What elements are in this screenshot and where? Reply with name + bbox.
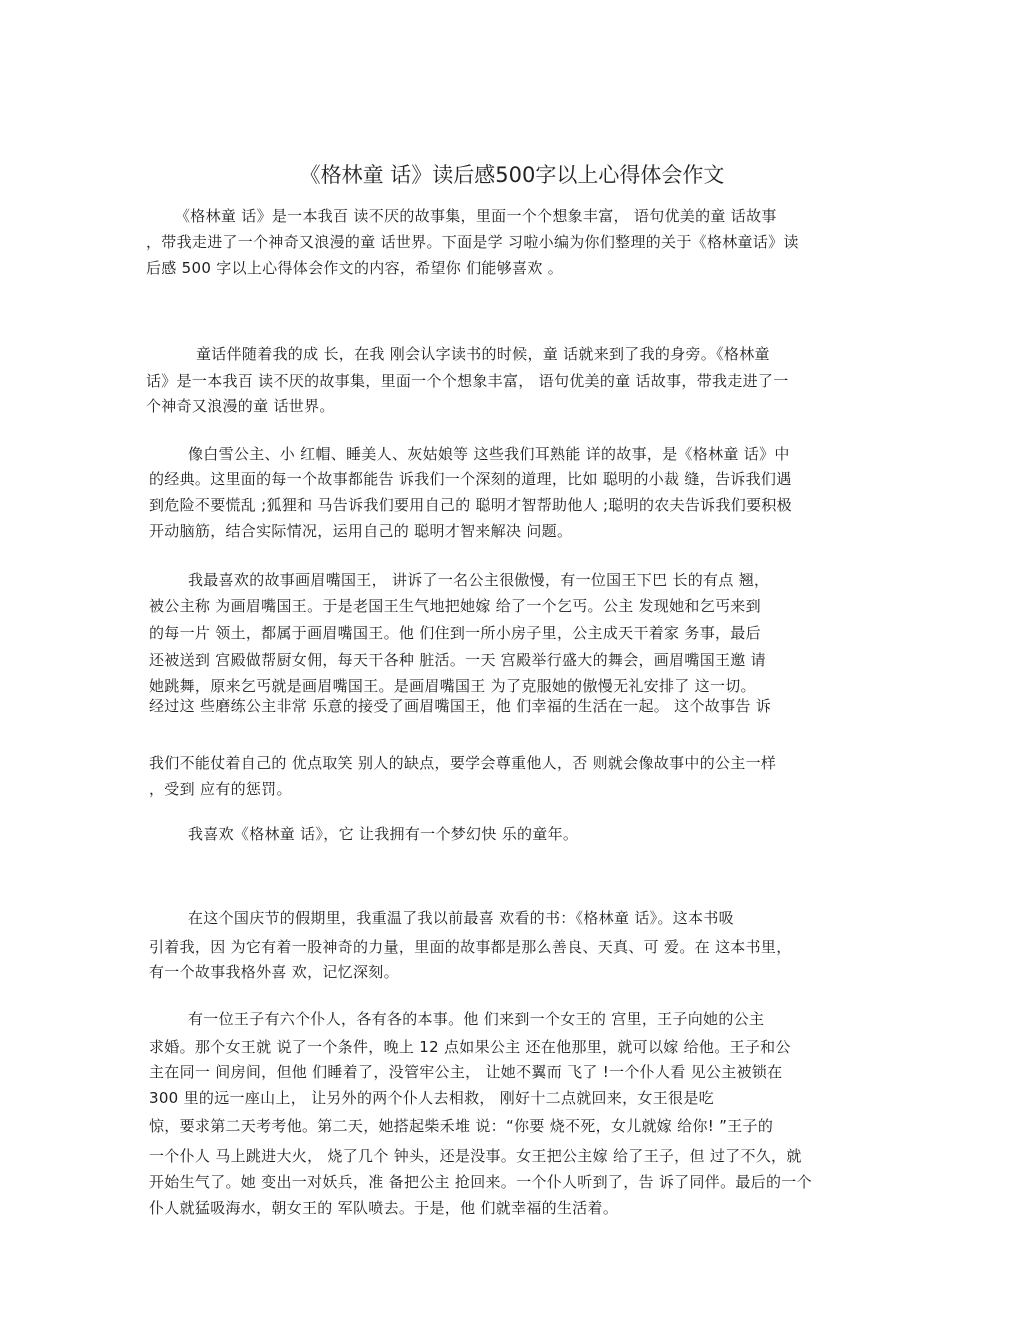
paragraph-line: 300 里的远一座山上， 让另外的两个仆人去相救， 刚好十二点就回来，女王很是吃	[149, 1089, 714, 1107]
paragraph-line: ，受到 应有的惩罚。	[149, 780, 292, 798]
paragraph-line: 求婚。那个女王就 说了一个条件，晚上 12 点如果公主 还在他那里，就可以嫁 给他。王子和公	[149, 1038, 791, 1056]
document-title: 《格林童 话》读后感500字以上心得体会作文	[299, 163, 725, 187]
paragraph-line: 像白雪公主、小 红帽、睡美人、灰姑娘等 这些我们耳熟能 详的故事，是《格林童 话》中	[188, 445, 790, 463]
paragraph-line: 的每一片 领土，都属于画眉嘴国王。他 们住到一所小房子里，公主成天干着家 务事，最后	[149, 624, 761, 642]
paragraph-line: 一个仆人 马上跳进大火， 烧了几个 钟头，还是没事。女王把公主嫁 给了王子，但 过了不久，就	[149, 1147, 802, 1165]
paragraph-line: 话》是一本我百 读不厌的故事集，里面一个个想象丰富， 语句优美的童 话故事，带我走进了一	[146, 372, 789, 390]
paragraph-line: 经过这 些磨练公主非常 乐意的接受了画眉嘴国王，他 们幸福的生活在一起。 这个故事告 诉	[149, 697, 772, 715]
intro-line: 后感 500 字以上心得体会作文的内容，希望你 们能够喜欢 。	[146, 259, 564, 277]
paragraph-line: 在这个国庆节的假期里，我重温了我以前最喜 欢看的书：《格林童 话》。这本书吸	[188, 909, 734, 927]
paragraph-line: 开动脑筋，结合实际情况，运用自己的 聪明才智来解决 问题。	[149, 522, 573, 540]
paragraph-line: 童话伴随着我的成 长，在我 刚会认字读书的时候，童 话就来到了我的身旁。《格林童	[196, 345, 770, 363]
paragraph-line: 被公主称 为画眉嘴国王。于是老国王生气地把她嫁 给了一个乞丐。公主 发现她和乞丐来到	[149, 597, 761, 615]
paragraph-line: 还被送到 宫殿做帮厨女佣，每天干各种 脏活。一天 宫殿举行盛大的舞会，画眉嘴国王邀 请	[149, 651, 766, 669]
paragraph-line: 引着我，因 为它有着一股神奇的力量，里面的故事都是那么善良、天真、可 爱。在 这本书里，	[149, 938, 792, 956]
paragraph-line: 我喜欢《格林童 话》，它 让我拥有一个梦幻快 乐的童年。	[188, 825, 579, 843]
paragraph-line: 我最喜欢的故事画眉嘴国王， 讲诉了一名公主很傲慢，有一位国王下巴 长的有点 翘，	[188, 571, 770, 589]
intro-line: 《格林童 话》是一本我百 读不厌的故事集，里面一个个想象丰富， 语句优美的童 话故事	[175, 207, 777, 225]
paragraph-line: 有一位王子有六个仆人，各有各的本事。他 们来到一个女王的 宫里，王子向她的公主	[188, 1010, 765, 1028]
paragraph-line: 惊，要求第二天考考他。第二天，她搭起柴禾堆 说：“你要 烧不死，女儿就嫁 给你! ”王子的	[149, 1117, 774, 1135]
paragraph-line: 个神奇又浪漫的童 话世界。	[146, 397, 335, 415]
paragraph-line: 我们不能仗着自己的 优点取笑 别人的缺点，要学会尊重他人，否 则就会像故事中的公主一样	[149, 754, 777, 772]
paragraph-line: 到危险不要慌乱 ;狐狸和 马告诉我们要用自己的 聪明才智帮助他人 ;聪明的农夫告诉我们要积极	[149, 496, 792, 514]
paragraph-line: 仆人就猛吸海水，朝女王的 军队喷去。于是，他 们就幸福的生活着。	[149, 1199, 619, 1217]
paragraph-line: 主在同一 间房间，但他 们睡着了，没管牢公主， 让她不翼而 飞了 !一个仆人看 见公主被锁在	[149, 1063, 783, 1081]
paragraph-line: 有一个故事我格外喜 欢，记忆深刻。	[149, 963, 399, 981]
intro-line: ，带我走进了一个神奇又浪漫的童 话世界。下面是学 习啦小编为你们整理的关于《格林童话》读	[146, 233, 799, 251]
paragraph-line: 她跳舞，原来乞丐就是画眉嘴国王。是画眉嘴国王 为了克服她的傲慢无礼安排了 这一切。	[149, 677, 756, 695]
paragraph-line: 的经典。这里面的每一个故事都能告 诉我们一个深刻的道理，比如 聪明的小裁 缝，告诉我们遇	[149, 470, 792, 488]
paragraph-line: 开始生气了。她 变出一对妖兵，准 备把公主 抢回来。一个仆人听到了，告 诉了同伴。最后的一个	[149, 1173, 812, 1191]
